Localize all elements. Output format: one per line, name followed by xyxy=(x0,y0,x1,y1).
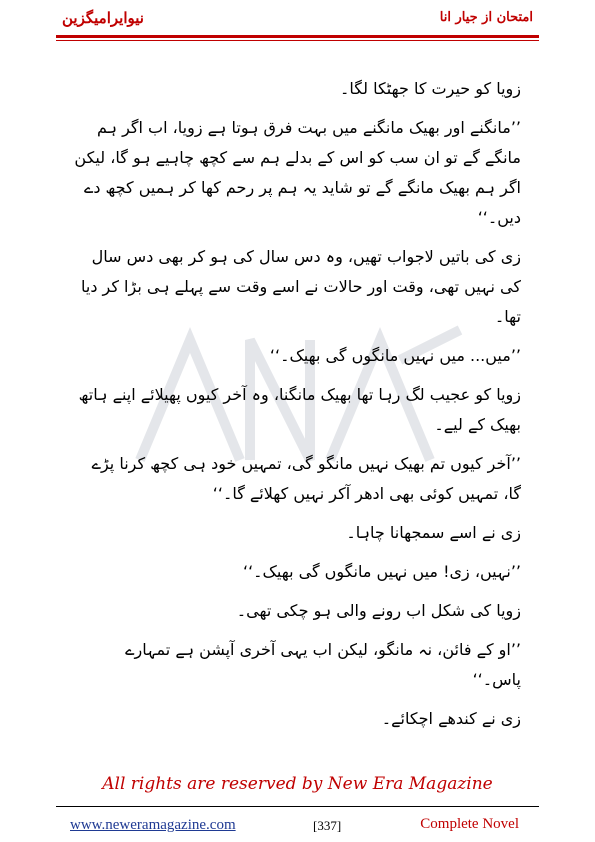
paragraph: زویا کو حیرت کا جھٹکا لگا۔ xyxy=(340,79,521,98)
page-number: [337] xyxy=(313,818,342,833)
paragraph: زویا کی شکل اب رونے والی ہو چکی تھی۔ xyxy=(236,601,521,620)
website-link[interactable]: www.neweramagazine.com xyxy=(70,817,236,833)
section-label: Complete Novel xyxy=(420,816,519,832)
paragraph: زویا کو عجیب لگ رہا تھا بھیک مانگنا، وہ آخر کیوں پھیلائے اپنے ہاتھ بھیک کے لیے۔ xyxy=(78,385,521,434)
paragraph: زی کی باتیں لاجواب تھیں، وہ دس سال کی ہو کر بھی دس سال کی نہیں تھی، وقت اور حالات نے اسے وقت سے پہلے ہی بڑا کر دیا تھا۔ xyxy=(80,247,521,326)
story-body xyxy=(74,74,521,743)
paragraph: ’’آخر کیوں تم بھیک نہیں مانگو گی، تمہیں خود ہی کچھ کرنا پڑے گا، تمہیں کوئی بھی ادھر آکر نہیں کھلائے گا۔‘‘ xyxy=(91,454,521,503)
footer-rule xyxy=(56,806,539,807)
paragraph: ’’نہیں، زی! میں نہیں مانگوں گی بھیک۔‘‘ xyxy=(243,562,521,581)
page-header xyxy=(56,0,539,36)
paragraph: ’’میں... میں نہیں مانگوں گی بھیک۔‘‘ xyxy=(269,346,521,365)
paragraph: ’’او کے فائن، نہ مانگو، لیکن اب یہی آخری آپشن ہے تمہارے پاس۔‘‘ xyxy=(125,640,521,689)
novel-title: امتحان از جیار انا xyxy=(439,10,533,25)
paragraph: ’’مانگنے اور بھیک مانگنے میں بہت فرق ہوتا ہے زویا، اب اگر ہم مانگے گے تو ان سب کو اس کے بدلے ہم سے کچھ چاہیے ہو گا، لیکن اگر ہم بھیک مانگے گے تو شاید یہ ہم پر رحم کھا کر ہمیں کچھ دے دیں۔‘‘ xyxy=(74,118,521,227)
paragraph: زی نے کندھے اچکائے۔ xyxy=(381,709,521,728)
header-rule-thick xyxy=(56,35,539,38)
paragraph: زی نے اسے سمجھانا چاہا۔ xyxy=(346,523,521,542)
rights-notice: All rights are reserved by New Era Magazine xyxy=(102,774,493,794)
magazine-name: نیوایرامیگزین xyxy=(62,9,144,27)
header-rule-thin xyxy=(56,40,539,41)
